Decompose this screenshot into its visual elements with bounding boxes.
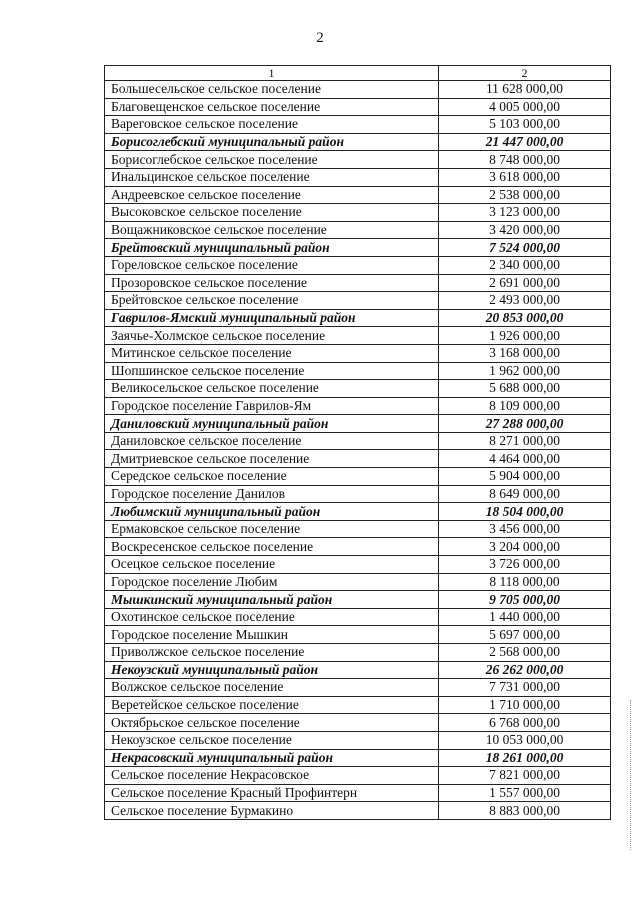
- amount-cell: 3 168 000,00: [439, 344, 611, 362]
- settlement-name-cell: Некоузское сельское поселение: [105, 731, 439, 749]
- amount-cell: 1 557 000,00: [439, 784, 611, 802]
- amount-cell: 11 628 000,00: [439, 81, 611, 99]
- amount-cell: 3 420 000,00: [439, 221, 611, 239]
- settlement-name-cell: Осецкое сельское поселение: [105, 556, 439, 574]
- district-amount-cell: 27 288 000,00: [439, 415, 611, 433]
- table-row: [105, 485, 611, 503]
- settlement-name-cell: Вареговское сельское поселение: [105, 116, 439, 134]
- amount-cell: 2 538 000,00: [439, 186, 611, 204]
- table-row: [105, 362, 611, 380]
- table-row: [105, 626, 611, 644]
- settlement-name-cell: Большесельское сельское поселение: [105, 81, 439, 99]
- table-row: [105, 327, 611, 345]
- table-row: [105, 344, 611, 362]
- table-row: [105, 274, 611, 292]
- table-row: [105, 450, 611, 468]
- table-row: [105, 468, 611, 486]
- allocation-table: [104, 65, 611, 820]
- table-row: [105, 644, 611, 662]
- settlement-name-cell: Дмитриевское сельское поселение: [105, 450, 439, 468]
- settlement-name-cell: Городское поселение Данилов: [105, 485, 439, 503]
- amount-cell: 4 005 000,00: [439, 98, 611, 116]
- amount-cell: 1 710 000,00: [439, 696, 611, 714]
- amount-cell: 8 883 000,00: [439, 802, 611, 820]
- table-row: [105, 98, 611, 116]
- district-name-cell: Борисоглебский муниципальный район: [105, 133, 439, 151]
- settlement-name-cell: Веретейское сельское поселение: [105, 696, 439, 714]
- amount-cell: 2 568 000,00: [439, 644, 611, 662]
- table-row: [105, 696, 611, 714]
- table-row: [105, 767, 611, 785]
- table-row: [105, 380, 611, 398]
- district-amount-cell: 20 853 000,00: [439, 309, 611, 327]
- district-name-cell: Некоузский муниципальный район: [105, 661, 439, 679]
- amount-cell: 10 053 000,00: [439, 731, 611, 749]
- amount-cell: 2 493 000,00: [439, 292, 611, 310]
- amount-cell: 3 204 000,00: [439, 538, 611, 556]
- amount-cell: 3 618 000,00: [439, 168, 611, 186]
- settlement-name-cell: Высоковское сельское поселение: [105, 204, 439, 222]
- district-row: [105, 503, 611, 521]
- settlement-name-cell: Середское сельское поселение: [105, 468, 439, 486]
- amount-cell: 8 748 000,00: [439, 151, 611, 169]
- settlement-name-cell: Великосельское сельское поселение: [105, 380, 439, 398]
- settlement-name-cell: Брейтовское сельское поселение: [105, 292, 439, 310]
- table-row: [105, 292, 611, 310]
- amount-cell: 3 726 000,00: [439, 556, 611, 574]
- district-name-cell: Даниловский муниципальный район: [105, 415, 439, 433]
- district-amount-cell: 18 504 000,00: [439, 503, 611, 521]
- amount-cell: 8 649 000,00: [439, 485, 611, 503]
- district-amount-cell: 7 524 000,00: [439, 239, 611, 257]
- amount-cell: 1 440 000,00: [439, 608, 611, 626]
- column-header-1: 1: [105, 66, 439, 81]
- settlement-name-cell: Инальцинское сельское поселение: [105, 168, 439, 186]
- scan-edge-mark: [630, 700, 632, 850]
- settlement-name-cell: Сельское поселение Красный Профинтерн: [105, 784, 439, 802]
- settlement-name-cell: Волжское сельское поселение: [105, 679, 439, 697]
- amount-cell: 5 904 000,00: [439, 468, 611, 486]
- district-amount-cell: 18 261 000,00: [439, 749, 611, 767]
- amount-cell: 2 340 000,00: [439, 256, 611, 274]
- amount-cell: 3 456 000,00: [439, 520, 611, 538]
- district-row: [105, 661, 611, 679]
- table-header-row: [105, 66, 611, 81]
- settlement-name-cell: Прозоровское сельское поселение: [105, 274, 439, 292]
- settlement-name-cell: Сельское поселение Некрасовское: [105, 767, 439, 785]
- table-row: [105, 538, 611, 556]
- district-name-cell: Гаврилов-Ямский муниципальный район: [105, 309, 439, 327]
- settlement-name-cell: Борисоглебское сельское поселение: [105, 151, 439, 169]
- settlement-name-cell: Благовещенское сельское поселение: [105, 98, 439, 116]
- settlement-name-cell: Городское поселение Гаврилов-Ям: [105, 397, 439, 415]
- district-name-cell: Мышкинский муниципальный район: [105, 591, 439, 609]
- district-row: [105, 309, 611, 327]
- settlement-name-cell: Воскресенское сельское поселение: [105, 538, 439, 556]
- table-row: [105, 397, 611, 415]
- table-row: [105, 679, 611, 697]
- amount-cell: 5 697 000,00: [439, 626, 611, 644]
- table-row: [105, 204, 611, 222]
- district-amount-cell: 26 262 000,00: [439, 661, 611, 679]
- table-row: [105, 221, 611, 239]
- settlement-name-cell: Приволжское сельское поселение: [105, 644, 439, 662]
- table-row: [105, 168, 611, 186]
- settlement-name-cell: Шопшинское сельское поселение: [105, 362, 439, 380]
- amount-cell: 7 731 000,00: [439, 679, 611, 697]
- settlement-name-cell: Заячье-Холмское сельское поселение: [105, 327, 439, 345]
- settlement-name-cell: Сельское поселение Бурмакино: [105, 802, 439, 820]
- settlement-name-cell: Андреевское сельское поселение: [105, 186, 439, 204]
- district-name-cell: Некрасовский муниципальный район: [105, 749, 439, 767]
- amount-cell: 7 821 000,00: [439, 767, 611, 785]
- settlement-name-cell: Городское поселение Любим: [105, 573, 439, 591]
- amount-cell: 2 691 000,00: [439, 274, 611, 292]
- table-row: [105, 556, 611, 574]
- district-amount-cell: 9 705 000,00: [439, 591, 611, 609]
- table-row: [105, 186, 611, 204]
- table-row: [105, 256, 611, 274]
- amount-cell: 5 688 000,00: [439, 380, 611, 398]
- settlement-name-cell: Ермаковское сельское поселение: [105, 520, 439, 538]
- settlement-name-cell: Городское поселение Мышкин: [105, 626, 439, 644]
- district-row: [105, 591, 611, 609]
- table-row: [105, 81, 611, 99]
- district-name-cell: Любимский муниципальный район: [105, 503, 439, 521]
- district-amount-cell: 21 447 000,00: [439, 133, 611, 151]
- table-row: [105, 520, 611, 538]
- table-row: [105, 608, 611, 626]
- settlement-name-cell: Митинское сельское поселение: [105, 344, 439, 362]
- settlement-name-cell: Гореловское сельское поселение: [105, 256, 439, 274]
- settlement-name-cell: Октябрьское сельское поселение: [105, 714, 439, 732]
- table-row: [105, 802, 611, 820]
- amount-cell: 6 768 000,00: [439, 714, 611, 732]
- amount-cell: 1 926 000,00: [439, 327, 611, 345]
- amount-cell: 5 103 000,00: [439, 116, 611, 134]
- district-name-cell: Брейтовский муниципальный район: [105, 239, 439, 257]
- table-row: [105, 731, 611, 749]
- table-row: [105, 432, 611, 450]
- column-header-2: 2: [439, 66, 611, 81]
- amount-cell: 4 464 000,00: [439, 450, 611, 468]
- amount-cell: 1 962 000,00: [439, 362, 611, 380]
- amount-cell: 3 123 000,00: [439, 204, 611, 222]
- table-row: [105, 573, 611, 591]
- district-row: [105, 239, 611, 257]
- table-row: [105, 784, 611, 802]
- settlement-name-cell: Охотинское сельское поселение: [105, 608, 439, 626]
- settlement-name-cell: Вощажниковское сельское поселение: [105, 221, 439, 239]
- district-row: [105, 133, 611, 151]
- amount-cell: 8 109 000,00: [439, 397, 611, 415]
- table-row: [105, 714, 611, 732]
- district-row: [105, 749, 611, 767]
- district-row: [105, 415, 611, 433]
- amount-cell: 8 271 000,00: [439, 432, 611, 450]
- table-row: [105, 116, 611, 134]
- table-row: [105, 151, 611, 169]
- amount-cell: 8 118 000,00: [439, 573, 611, 591]
- page-number: 2: [316, 30, 324, 46]
- settlement-name-cell: Даниловское сельское поселение: [105, 432, 439, 450]
- table-body: [105, 81, 611, 820]
